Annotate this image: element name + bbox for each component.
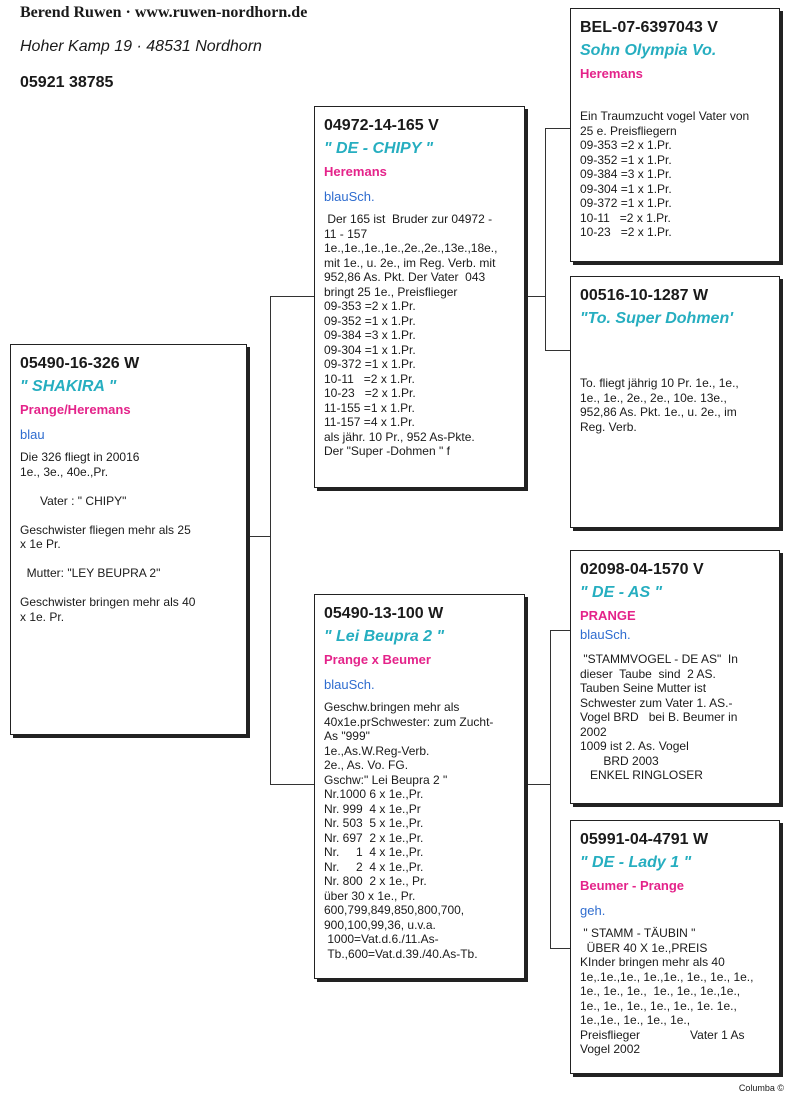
pigeon-card-main bbox=[10, 344, 247, 735]
pigeon-description: Ein Traumzucht vogel Vater von 25 e. Preisfliegern 09-353 =2 x 1.Pr. 09-352 =1 x 1.Pr. 09-384 =3 x 1.Pr. 09-304 =1 x 1.Pr. 09-372 =1 x 1.Pr. 10-11 =2 x 1.Pr. 10-23 =2 x 1.Pr. bbox=[580, 109, 750, 239]
connector-line bbox=[270, 784, 314, 785]
breeder-label: Prange x Beumer bbox=[324, 652, 431, 667]
pigeon-card-mother bbox=[314, 594, 525, 979]
pigeon-name: " DE - Lady 1 " bbox=[580, 854, 692, 871]
connector-line bbox=[550, 630, 551, 948]
color-label: blau bbox=[20, 427, 45, 442]
header-name-website: Berend Ruwen · www.ruwen-nordhorn.de bbox=[20, 4, 308, 21]
ring-number: 02098-04-1570 V bbox=[580, 561, 704, 578]
ring-number: 00516-10-1287 W bbox=[580, 287, 709, 304]
header-address: Hoher Kamp 19 · 48531 Nordhorn bbox=[20, 38, 262, 55]
pigeon-card-paternal-grandfather bbox=[570, 8, 780, 262]
connector-line bbox=[525, 784, 550, 785]
ring-number: 05490-13-100 W bbox=[324, 605, 444, 622]
pigeon-name: Sohn Olympia Vo. bbox=[580, 42, 717, 59]
connector-line bbox=[550, 948, 570, 949]
connector-line bbox=[550, 630, 570, 631]
pigeon-description: Die 326 fliegt in 20016 1e., 3e., 40e.,Pr. Vater : " CHIPY" Geschwister fliegen mehr als 25 x 1e Pr. Mutter: "LEY BEUPRA 2" Geschwister bringen mehr als 40 x 1e. Pr. bbox=[20, 450, 196, 624]
breeder-label: Heremans bbox=[580, 66, 643, 81]
pigeon-card-maternal-grandmother bbox=[570, 820, 780, 1074]
pigeon-description: Der 165 ist Bruder zur 04972 - 11 - 157 1e.,1e.,1e.,1e.,2e.,2e.,13e.,18e., mit 1e., u. 2e., im Reg. Verb. mit 952,86 As. Pkt. Der Vater 043 bringt 25 1e., Preisflieger 09-353 =2 x 1.Pr. 09-352 =1 x 1.Pr. 09-384 =3 x 1.Pr. 09-304 =1 x 1.Pr. 09-372 =1 x 1.Pr. 10-11 =2 x 1.Pr. 10-23 =2 x 1.Pr. 11-155 =1 x 1.Pr. 11-157 =4 x 1.Pr. als jähr. 10 Pr., 952 As-Pkte. Der "Super -Dohmen " f bbox=[324, 212, 498, 458]
connector-line bbox=[545, 128, 570, 129]
pigeon-description: " STAMM - TÄUBIN " ÜBER 40 X 1e.,PREIS KInder bringen mehr als 40 1e,.1e.,1e., 1e.,1e., 1e., 1e., 1e., 1e., 1e., 1e., 1e., 1e., 1e.,1e., 1e., 1e., 1e., 1e., 1e., 1e. 1e., 1e.,1e., 1e., 1e., 1e., Preisflieger Vater 1 As Vogel 2002 bbox=[580, 926, 754, 1056]
color-label: blauSch. bbox=[324, 677, 375, 692]
breeder-label: Beumer - Prange bbox=[580, 878, 685, 893]
connector-line bbox=[545, 350, 570, 351]
color-label: blauSch. bbox=[580, 627, 631, 642]
color-label: blauSch. bbox=[324, 189, 375, 204]
pigeon-name: " DE - CHIPY " bbox=[324, 140, 434, 157]
pigeon-card-father bbox=[314, 106, 525, 488]
header-phone: 05921 38785 bbox=[20, 74, 114, 91]
pigeon-card-maternal-grandfather bbox=[570, 550, 780, 804]
pigeon-name: "To. Super Dohmen' bbox=[580, 310, 734, 327]
breeder-label: PRANGE bbox=[580, 608, 636, 623]
pigeon-name: " Lei Beupra 2 " bbox=[324, 628, 445, 645]
pigeon-description: "STAMMVOGEL - DE AS" In dieser Taube sind 2 AS. Tauben Seine Mutter ist Schwester zum Vater 1. AS.- Vogel BRD bei B. Beumer in 2002 1009 ist 2. As. Vogel BRD 2003 ENKEL RINGLOSER bbox=[580, 652, 738, 782]
breeder-label: Heremans bbox=[324, 164, 387, 179]
connector-line bbox=[270, 296, 314, 297]
pigeon-name: " SHAKIRA " bbox=[20, 378, 117, 395]
pigeon-card-paternal-grandmother bbox=[570, 276, 780, 528]
connector-line bbox=[525, 296, 545, 297]
ring-number: 04972-14-165 V bbox=[324, 117, 439, 134]
connector-line bbox=[247, 536, 270, 537]
connector-line bbox=[545, 128, 546, 350]
ring-number: BEL-07-6397043 V bbox=[580, 19, 718, 36]
connector-line bbox=[270, 296, 271, 784]
color-label: geh. bbox=[580, 903, 606, 918]
pigeon-name: " DE - AS " bbox=[580, 584, 663, 601]
ring-number: 05991-04-4791 W bbox=[580, 831, 709, 848]
footer-credit: Columba © bbox=[738, 1083, 784, 1093]
breeder-label: Prange/Heremans bbox=[20, 402, 131, 417]
pigeon-description: To. fliegt jährig 10 Pr. 1e., 1e., 1e., 1e., 2e., 2e., 10e. 13e., 952,86 As. Pkt. 1e., u. 2e., im Reg. Verb. bbox=[580, 376, 739, 434]
pigeon-description: Geschw.bringen mehr als 40x1e.prSchwester: zum Zucht- As "999" 1e.,As.W.Reg-Verb. 2e., As. Vo. FG. Gschw:" Lei Beupra 2 " Nr.1000 6 x 1e.,Pr. Nr. 999 4 x 1e.,Pr Nr. 503 5 x 1e.,Pr. Nr. 697 2 x 1e.,Pr. Nr. 1 4 x 1e.,Pr. Nr. 2 4 x 1e.,Pr. Nr. 800 2 x 1e., Pr. über 30 x 1e., Pr. 600,799,849,850,800,700, 900,100,99,36, u.v.a. 1000=Vat.d.6./11.As- Tb.,600=Vat.d.39./40.As-Tb. bbox=[324, 700, 494, 961]
ring-number: 05490-16-326 W bbox=[20, 355, 140, 372]
